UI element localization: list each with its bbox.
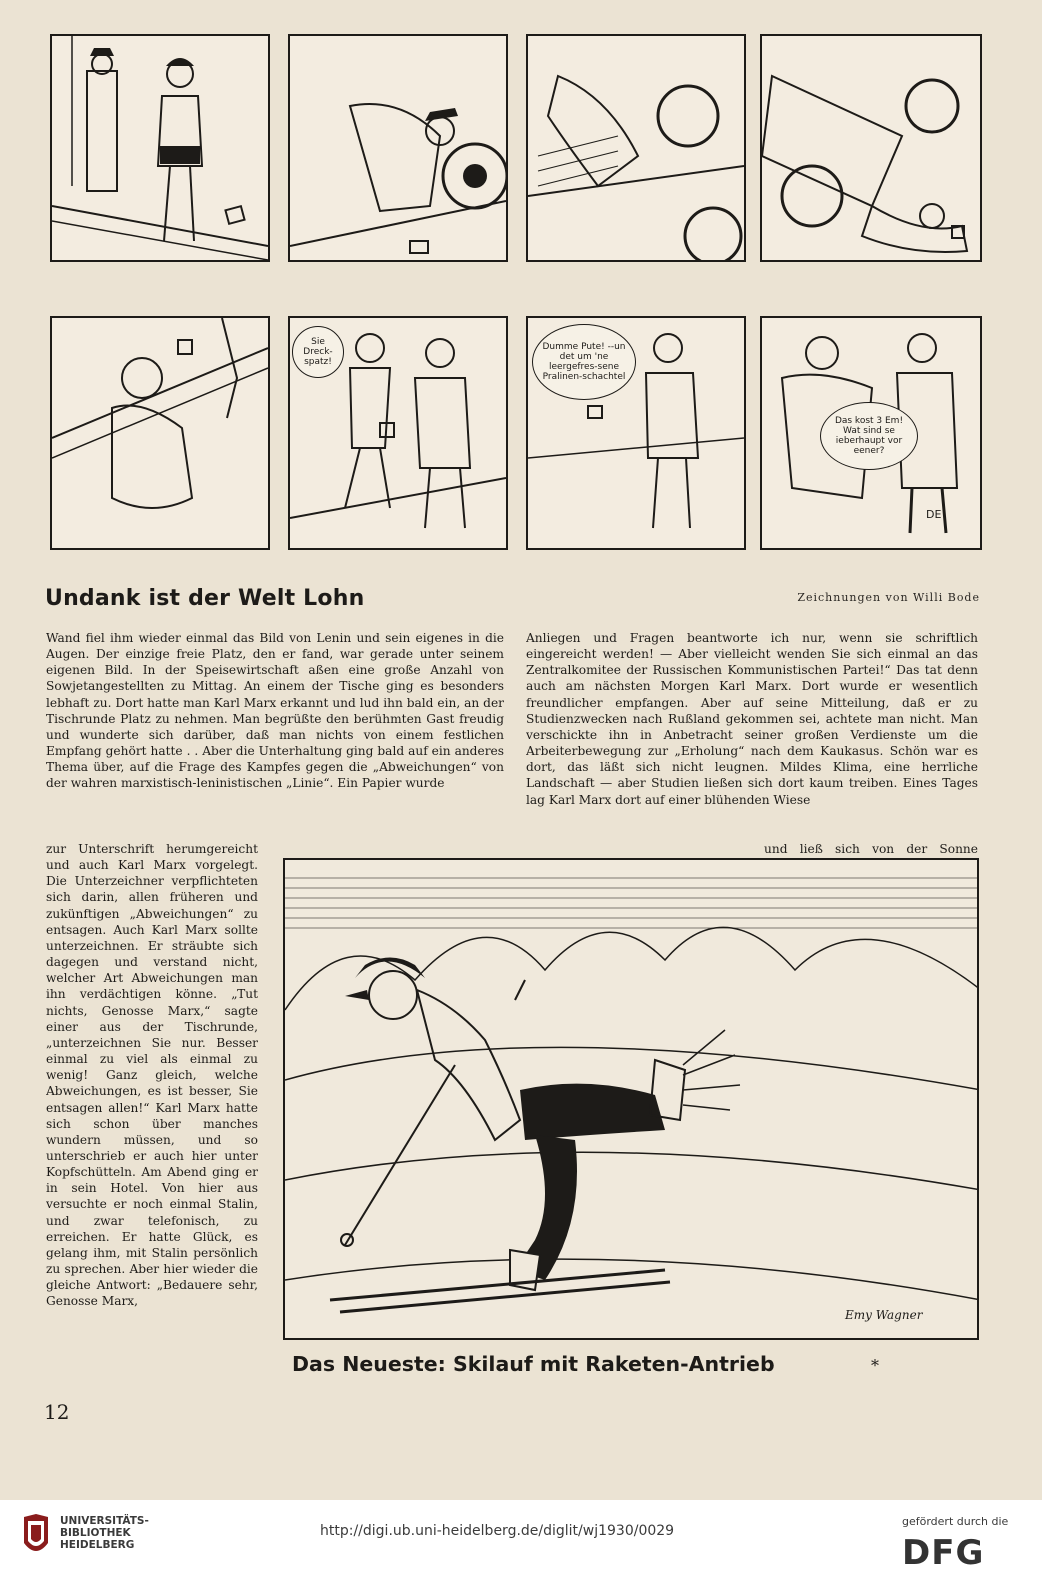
article-title: Undank ist der Welt Lohn [45, 586, 365, 611]
comic-panel-8 [760, 316, 982, 550]
illustration-credit: Zeichnungen von Willi Bode [797, 591, 980, 604]
paragraph: Wand fiel ihm wieder einmal das Bild von Lenin und sein eigenes in die Augen. Der einzige freie Platz, den er fand, war gerade unter seinem eigenen Bild. In der Speisewirtschaft aßen eine große Anzahl von Sowjetangestellten zu Mittag. An einem der Tische ging es besonders lebhaft zu. Dort hatte man Karl Marx erkannt und lud ihn bald ein, an der Tischrunde Platz zu nehmen. Man begrüßte den berühmten Gast freudig und wunderte sich darüber, daß man nichts von einem festlichen Empfang gehört hatte . . Aber die Unterhaltung ging bald auf ein anderes Thema über, auf die Frage des Kampfes gegen die „Abweichungen“ von der wahren marxistisch-leninistischen „Linie“. Ein Papier wurde [46, 631, 504, 791]
dfg-logo[interactable]: DFG [902, 1533, 985, 1573]
skier-illustration [283, 858, 979, 1340]
comic-panel-3 [526, 34, 746, 262]
column-1-narrow [46, 841, 258, 1387]
paragraph: und ließ sich von der Sonne [764, 842, 978, 856]
comic-panel-5 [50, 316, 270, 550]
university-name[interactable] [60, 1515, 149, 1551]
comic-panel-4 [760, 34, 982, 262]
illustration-caption: Das Neueste: Skilauf mit Raketen-Antrieb [292, 1352, 775, 1376]
column-1-top [46, 630, 504, 840]
comic-panel-6 [288, 316, 508, 550]
uni-line-1: UNIVERSITÄTS- [60, 1515, 149, 1527]
university-logo-icon[interactable] [22, 1513, 50, 1559]
source-url-link[interactable]: http://digi.ub.uni-heidelberg.de/diglit/wj1930/0029 [320, 1523, 675, 1539]
speech-bubble-1: Sie Dreck-spatz! [292, 326, 344, 378]
speech-bubble-3: Das kost 3 Em! Wat sind se ieberhaupt vor eener? [820, 402, 918, 470]
column-2-top [526, 630, 978, 840]
funded-by-label: gefördert durch die [902, 1515, 1009, 1528]
speech-bubble-2: Dumme Pute! --un det um 'ne leergefres-sene Pralinen-schachtel [532, 324, 636, 400]
paragraph: zur Unterschrift herumgereicht und auch Karl Marx vorgelegt. Die Unterzeichner verpflichteten sich darin, allen früheren und zukünftigen „Abweichungen“ zu entsagen. Auch Karl Marx sollte unterzeichnen. Er sträubte sich dagegen und verstand nicht, welcher Art Abweichungen man ihn verdächtigen könne. „Tut nichts, Genosse Marx,“ sagte einer aus der Tischrunde, „unterzeichnen Sie nur. Besser einmal zu viel als einmal zu wenig! Ganz gleich, welche Abweichungen, es ist besser, Sie entsagen allen!“ Karl Marx hatte sich schon über manches wundern müssen, und so unterschrieb er auch hier unter Kopfschütteln. Am Abend ging er in sein Hotel. Von hier aus versuchte er noch einmal Stalin, und zwar telefonisch, zu erreichen. Er hatte Glück, es gelang ihm, mit Stalin persönlich zu sprechen. Aber hier wieder die gleiche Antwort: „Bedauere sehr, Genosse Marx, [46, 842, 258, 1309]
artist-signature: Emy Wagner [845, 1308, 923, 1322]
uni-line-3: HEIDELBERG [60, 1539, 135, 1551]
uni-line-2: BIBLIOTHEK [60, 1527, 131, 1539]
panel-signature: DE [926, 508, 942, 521]
footer [0, 1500, 1042, 1596]
comic-panel-1 [50, 34, 270, 262]
page-number: 12 [44, 1400, 70, 1424]
section-star: * [871, 1356, 879, 1375]
comic-panel-7 [526, 316, 746, 550]
paragraph: Anliegen und Fragen beantworte ich nur, wenn sie schriftlich eingereicht werden! — Aber vielleicht wenden Sie sich einmal an das Zentralkomitee der Russischen Kommunistischen Partei!“ Das tat denn auch am nächsten Morgen Karl Marx. Dort wurde er wesentlich freundlicher empfangen. Aber auf seine Mitteilung, daß er zu Studienzwecken nach Rußland gekommen sei, achtete man nicht. Man verschickte ihn in Anbetracht seiner großen Verdienste um die Arbeiterbewegung zur „Erholung“ nach dem Kaukasus. Schön war es dort, das läßt sich nicht leugnen. Mildes Klima, eine herrliche Landschaft — aber Studien ließen sich dort kaum treiben. Eines Tages lag Karl Marx dort auf einer blühenden Wiese [526, 631, 978, 807]
comic-panel-2 [288, 34, 508, 262]
skier-drawing [285, 860, 979, 1340]
